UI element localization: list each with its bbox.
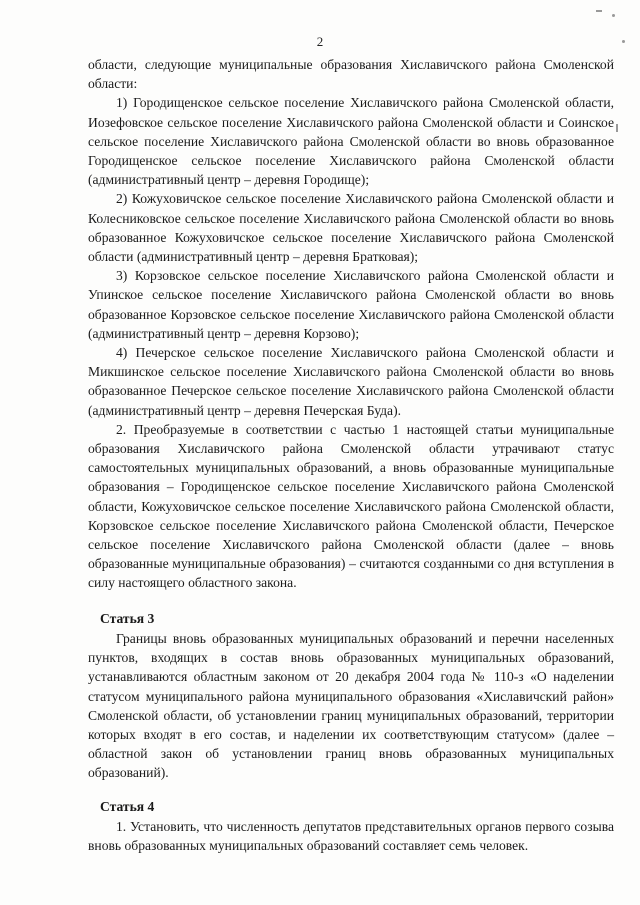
- paragraph-intro: области, следующие муниципальные образования Хиславичского района Смоленской области:: [88, 57, 614, 92]
- scan-mark: [612, 14, 615, 17]
- list-item-4: 4) Печерское сельское поселение Хиславичского района Смоленской области и Микшинское сельское поселение Хиславичского района Смоленской области во вновь образованное Печерское сельское поселение Хиславичского района Смоленской области (административный центр – деревня Печерская Буда).: [88, 345, 614, 418]
- article-4-heading: Статья 4: [100, 798, 155, 814]
- list-item-3: 3) Корзовское сельское поселение Хиславичского района Смоленской области и Упинское сельское поселение Хиславичского района Смоленской области во вновь образованное Корзовское сельское поселение Хиславичского района Смоленской области (административный центр – деревня Корзово);: [88, 268, 614, 341]
- article-3-heading: Статья 3: [100, 610, 155, 626]
- list-item-1: 1) Городищенское сельское поселение Хиславичского района Смоленской области, Иозефовское сельское поселение Хиславичского района Смоленской области и Соинское сельское поселение Хиславичского района Смоленской области во вновь образованное Городищенское сельское поселение Хиславичского района Смоленской области (административный центр – деревня Городище);: [88, 95, 614, 188]
- scan-mark: [596, 10, 602, 12]
- article-4-text: 1. Установить, что численность депутатов представительных органов первого созыва вновь образованных муниципальных образований составляет семь человек.: [88, 818, 614, 853]
- document-body: [88, 55, 614, 855]
- article-3-text: Границы вновь образованных муниципальных образований и перечни населенных пунктов, входящих в состав вновь образованных муниципальных образований, устанавливаются областным законом от 20 декабря 2004 года № 110-з «О наделении статусом муниципального района муниципального образования «Хиславичский район» Смоленской области, об установлении границ муниципальных образований, территории которых входят в его состав, и наделении их соответствующим статусом» (далее – областной закон об установлении границ вновь образованных муниципальных образований).: [88, 630, 614, 781]
- page-number: 2: [316, 34, 324, 49]
- list-item-2: 2) Кожуховичское сельское поселение Хиславичского района Смоленской области и Колесниковское сельское поселение Хиславичского района Смоленской области во вновь образованное Кожуховичское сельское поселение Хиславичского района Смоленской области (административный центр – деревня Братковая);: [88, 191, 614, 265]
- scan-mark: [616, 124, 618, 132]
- paragraph-part-2: 2. Преобразуемые в соответствии с частью 1 настоящей статьи муниципальные образования Хиславичского района Смоленской области утрачивают статус самостоятельных муниципальных образований, а вновь образованные муниципальные образования – Городищенское сельское поселение Хиславичского района Смоленской области, Кожуховичское сельское поселение Хиславичского района Смоленской области, Корзовское сельское поселение Хиславичского района Смоленской области, Печерское сельское поселение Хиславичского района Смоленской области (далее – вновь образованные муниципальные образования) – считаются созданными со дня вступления в силу настоящего областного закона.: [88, 421, 614, 591]
